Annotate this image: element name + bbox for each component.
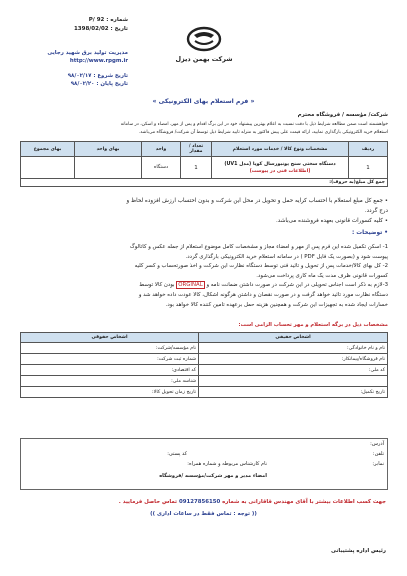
- company-name: شرکت بهمن دیزل: [175, 55, 233, 63]
- signature-title: رئیس اداره پشتیبانی: [330, 548, 386, 554]
- seller-info-table: [20, 332, 388, 398]
- postal-label[interactable]: کد پستی:: [167, 451, 187, 457]
- col-count: تعداد / مقدار: [181, 142, 212, 157]
- publisher-url[interactable]: http://www.rpgm.ir: [69, 57, 128, 64]
- date-label: تاریخ :: [110, 26, 128, 32]
- seller-row: [21, 365, 388, 376]
- table-row: [21, 157, 388, 179]
- table-total-row: [21, 179, 388, 187]
- col-total-price: بهای مجموع: [21, 142, 75, 157]
- seller-header-row: [21, 333, 388, 343]
- total-label[interactable]: جمع کل مبلغ(به حروف):: [21, 179, 388, 187]
- intro-line: استعلام خرید الکترونیکی بارگذاری نمایید، ارائه قیمت علی پیش فاکتور به منزله تایید شرایط ذیل توسط آن شرکت/ فروشگاه می‌باشد.: [138, 130, 388, 135]
- end-date: تاریخ پایان : ۹۸/۰۲/۲۰: [70, 80, 128, 87]
- doc-meta: [18, 16, 128, 34]
- seller-row: [21, 387, 388, 398]
- form-title: « فرم استعلام بهای الکترونیکی »: [152, 98, 255, 105]
- real-field[interactable]: کد ملی:: [199, 365, 388, 376]
- row-number: 1: [349, 157, 388, 179]
- seller-row: [21, 354, 388, 365]
- legal-person-header: اشخاص حقوقی: [21, 333, 199, 343]
- description-note: (اطلاعات فنی در پیوست): [249, 168, 311, 174]
- number-value: 92 /P: [88, 17, 105, 23]
- description-main: دستگاه سختی سنج پونیورسال کوپا (مدل UV1): [224, 161, 336, 167]
- bullet-item: • کلیه کسورات قانونی بعهده فروشنده می‌باشد.: [275, 218, 388, 224]
- company-logo: [186, 26, 222, 52]
- note-line: 2- کل بهای کالا/خدمات پس از تحویل و تائید فنی توسط دستگاه نظارت این شرکت و اخذ صورتحساب و کسر کلیه: [134, 263, 388, 270]
- real-field[interactable]: [199, 376, 388, 387]
- row-description: [212, 157, 349, 179]
- fax-label[interactable]: نمابر:: [372, 461, 384, 467]
- publisher-block: [18, 50, 128, 65]
- note-line: 1- اسکن تکمیل شده این فرم پس از مهر و امضاء مجاز و مشخصات کامل موضوع استعلام از جمله عکس و کاتالوگ: [129, 244, 388, 250]
- col-unit-price: بهای واحد: [75, 142, 142, 157]
- legal-field[interactable]: تاریخ زمان تحویل کالا:: [21, 387, 199, 398]
- col-row: ردیف: [349, 142, 388, 157]
- contact-box: [20, 438, 388, 490]
- expert-label[interactable]: نام کارشناس مربوطه و شماره همراه:: [187, 461, 267, 467]
- bahman-diesel-logo-icon: [186, 26, 222, 52]
- publisher-name: مدیریت تولید برق شهید رجایی: [47, 50, 128, 56]
- row-total-price[interactable]: [21, 157, 75, 179]
- row-count: 1: [181, 157, 212, 179]
- col-unit: واحد: [142, 142, 181, 157]
- seller-row: [21, 376, 388, 387]
- notes-block: [20, 243, 388, 310]
- note-line: خسارات ایجاد شده به تجهیزات این شرکت و همچنین هزینه حمل برعهده تامین کننده کالا خواهد بود.: [165, 301, 388, 308]
- address-label[interactable]: آدرس:: [370, 441, 384, 447]
- sign-label[interactable]: امضاء مدیر و مهر شرکت/مؤسسه /فروشگاه: [159, 473, 267, 479]
- office-hours-note: (( توجه : تماس فقط در ساعات اداری )): [150, 511, 257, 517]
- seller-info-title: مشخصات ذیل در برگه استعلام و مهر تحساب الزامی است:: [238, 322, 388, 328]
- intro-line: خواهشمند است ضمن مطالعه شرایط ذیل با دقت نسبت به اعلام بهترین پیشنهاد خود در این برگ اقدام و پس از مهر، امضاء و اسکن، در سامانه: [120, 122, 388, 127]
- legal-field[interactable]: نام مؤسسه/شرکت:: [21, 343, 199, 354]
- note-line: 3-لازم به ذکر است اجناس تحویلی در این شرکت در صورت داشتن ضمانت نامه و ORGINAL بودن کالا توسط: [139, 282, 388, 289]
- legal-field[interactable]: شماره ثبت شرکت:: [21, 354, 199, 365]
- original-keyword: ORGINAL: [178, 282, 203, 289]
- row-unit: دستگاه: [142, 157, 181, 179]
- note-line: دستگاه نظارت مورد تائید خواهد گرفت و در صورت نقصان و داشتن هرگونه اشکال، کالا عودت داده خواهد شد و: [138, 291, 388, 298]
- real-field[interactable]: نام فروشگاه/پیمانکار:: [199, 354, 388, 365]
- row-unit-price[interactable]: [75, 157, 142, 179]
- col-description: مشخصات ونوع کالا / خدمات مورد استعلام: [212, 142, 349, 157]
- real-field[interactable]: تاریخ تکمیل:: [199, 387, 388, 398]
- note-line: پیوست شود و (بصورت یک فایل PDF ) در سامانه استعلام خرید الکترونیکی بارگذاری گردد.: [185, 253, 388, 260]
- contact-phone[interactable]: 09127856150: [178, 499, 221, 505]
- phone-label[interactable]: تلفن:: [372, 451, 384, 457]
- greeting: شرکت/ مؤسسه / فروشگاه محترم: [297, 112, 388, 118]
- legal-field[interactable]: شناسه ملی:: [21, 376, 199, 387]
- bullet-item-cont: درج گردد.: [364, 208, 388, 214]
- inquiry-table: [20, 141, 388, 187]
- start-date: تاریخ شروع : ۹۸/۰۲/۱۷: [67, 73, 128, 79]
- date-value: 1398/02/02: [73, 26, 109, 32]
- intro-text: [20, 121, 388, 137]
- note-line: کسورات قانونی ظرف مدت یک ماه کاری پرداخت می‌شود.: [256, 272, 388, 279]
- notes-title: • توضیحات :: [351, 230, 388, 236]
- date-range: [18, 73, 128, 88]
- real-field[interactable]: نام و نام خانوادگی:: [199, 343, 388, 354]
- bullets: [20, 196, 388, 226]
- legal-field[interactable]: کد اقتصادی:: [21, 365, 199, 376]
- number-label: شماره :: [106, 17, 128, 23]
- info-line: جهت کسب اطلاعات بیشتر با آقای مهندس قاقارانی به شماره 09127856150 تماس حاصل فرمایید .: [118, 499, 386, 505]
- seller-row: [21, 343, 388, 354]
- table-header-row: [21, 142, 388, 157]
- bullet-item: • جمع کل مبلغ استعلام با احتساب کرایه حمل و تحویل در محل این شرکت و بدون احتساب ارزش افزوده لحاظ و: [126, 198, 388, 204]
- real-person-header: اشخاص حقیقی: [199, 333, 388, 343]
